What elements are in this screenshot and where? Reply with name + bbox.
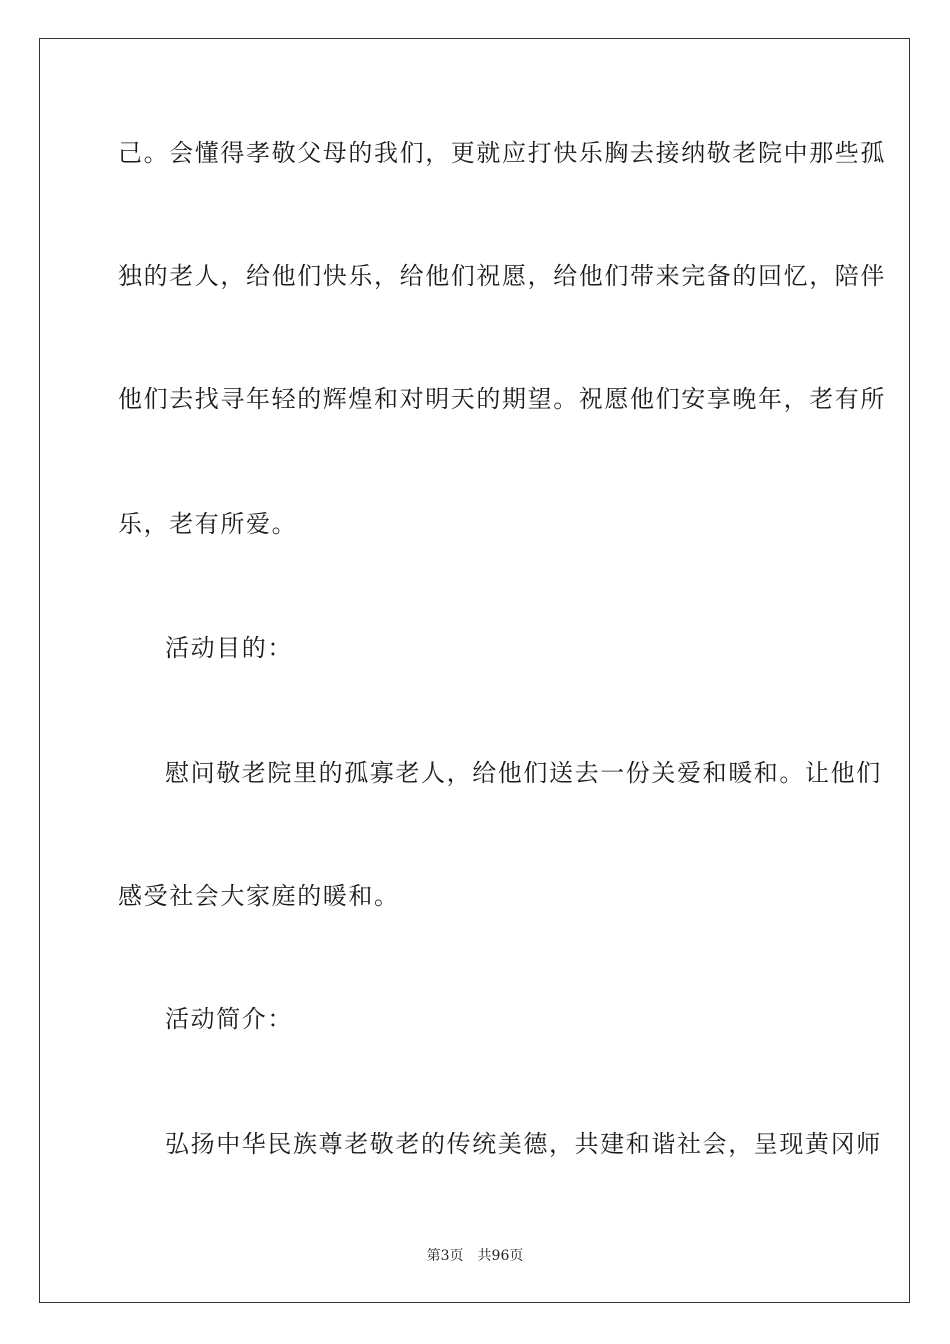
paragraph-line: 慰问敬老院里的孤寡老人，给他们送去一份关爱和暖和。让他们: [165, 759, 882, 787]
page-number: 第3页: [426, 1248, 464, 1264]
paragraph-line: 独的老人，给他们快乐，给他们祝愿，给他们带来完备的回忆，陪伴: [118, 262, 886, 290]
paragraph-line: 乐，老有所爱。: [118, 510, 298, 538]
paragraph-line: 他们去找寻年轻的辉煌和对明天的期望。祝愿他们安享晚年，老有所: [118, 385, 886, 413]
page-total: 共96页: [477, 1248, 524, 1264]
paragraph-line: 感受社会大家庭的暖和。: [118, 882, 400, 910]
page-footer: [0, 1246, 950, 1266]
section-heading-purpose: 活动目的：: [165, 634, 293, 662]
paragraph-line: 弘扬中华民族尊老敬老的传统美德，共建和谐社会，呈现黄冈师: [165, 1130, 882, 1158]
page-border: [39, 38, 910, 1303]
paragraph-line: 己。会懂得孝敬父母的我们，更就应打快乐胸去接纳敬老院中那些孤: [118, 139, 886, 167]
section-heading-intro: 活动简介：: [165, 1005, 293, 1033]
